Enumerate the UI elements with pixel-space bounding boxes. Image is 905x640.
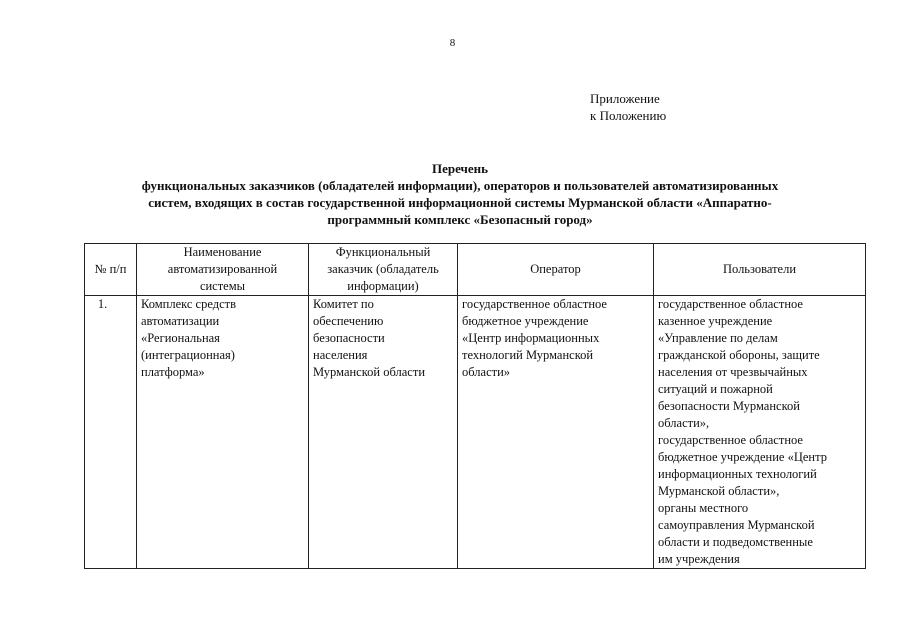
table-header-row bbox=[85, 244, 866, 296]
cell-system-name: Комплекс средств автоматизации «Региональная (интеграционная) платформа» bbox=[137, 296, 309, 569]
title-line-1: Перечень bbox=[431, 161, 489, 176]
cell-users: государственное областное казенное учреждение «Управление по делам гражданской обороны, защите населения от чрезвычайных ситуаций и пожарной безопасности Мурманской области», государственное областное бюджетное учреждение «Центр информационных технологий Мурманской области», органы местного самоуправления Мурманской области и подведомственные им учреждения bbox=[654, 296, 866, 569]
header-operator: Оператор bbox=[458, 244, 654, 296]
document-title bbox=[80, 160, 840, 228]
appendix-line-1: Приложение bbox=[590, 91, 660, 106]
header-users: Пользователи bbox=[654, 244, 866, 296]
title-line-4: программный комплекс «Безопасный город» bbox=[327, 212, 593, 227]
table-row bbox=[85, 296, 866, 569]
appendix-note bbox=[590, 90, 666, 124]
page-number: 8 bbox=[449, 37, 456, 49]
header-number: № п/п bbox=[85, 244, 137, 296]
title-line-2: функциональных заказчиков (обладателей информации), операторов и пользователей автоматизированных bbox=[141, 178, 779, 193]
systems-table bbox=[84, 243, 866, 569]
header-functional-customer: Функциональный заказчик (обладатель информации) bbox=[309, 244, 458, 296]
appendix-line-2: к Положению bbox=[590, 108, 667, 123]
cell-number: 1. bbox=[85, 296, 137, 569]
cell-functional-customer: Комитет по обеспечению безопасности населения Мурманской области bbox=[309, 296, 458, 569]
cell-operator: государственное областное бюджетное учреждение «Центр информационных технологий Мурманской области» bbox=[458, 296, 654, 569]
header-system-name: Наименование автоматизированной системы bbox=[137, 244, 309, 296]
title-line-3: систем, входящих в состав государственной информационной системы Мурманской области «Аппаратно- bbox=[148, 195, 772, 210]
